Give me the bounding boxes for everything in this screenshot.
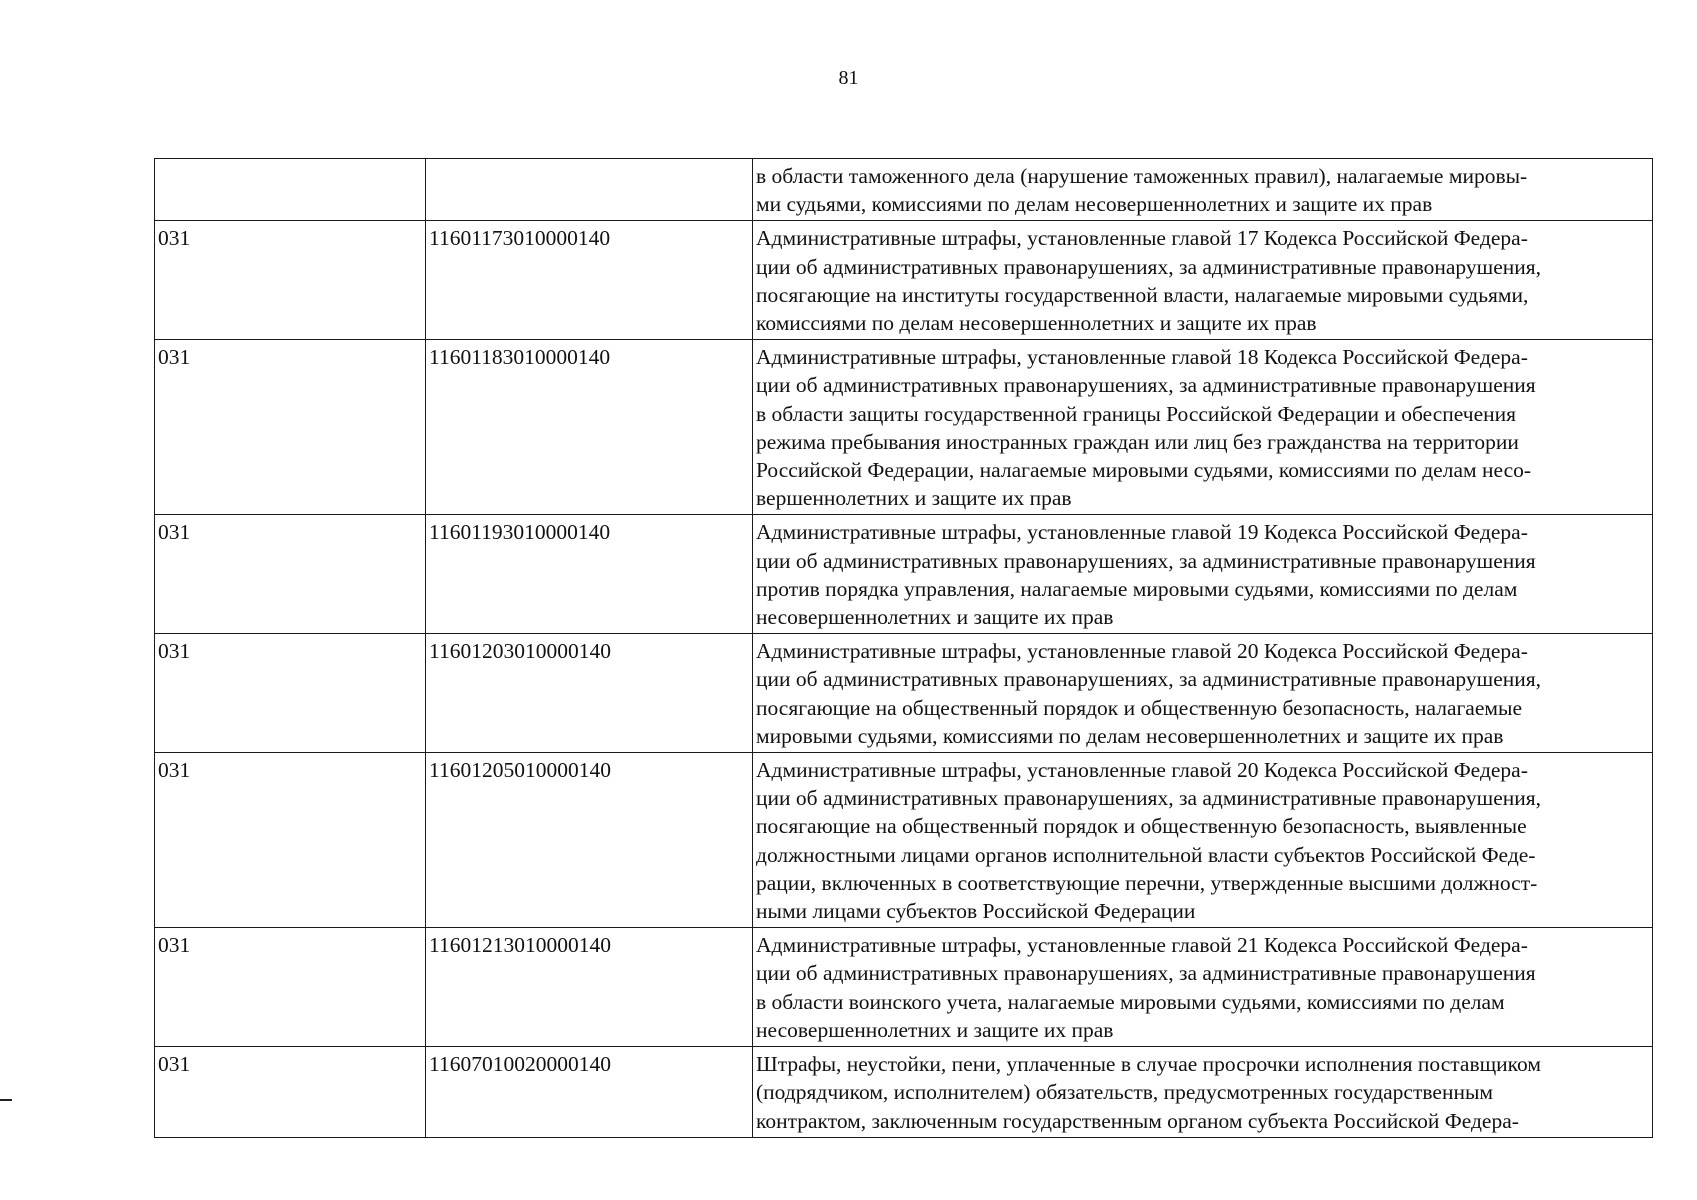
description-line: в области защиты государственной границы Российской Федерации и обеспечения xyxy=(756,401,1517,426)
description-line: мировыми судьями, комиссиями по делам несовершеннолетних и защите их прав xyxy=(756,723,1504,748)
description-line: в области таможенного дела (нарушение таможенных правил), налагаемые мировы- xyxy=(756,164,1528,188)
admin-code-cell xyxy=(155,159,426,221)
table-row xyxy=(155,928,1653,1047)
admin-code-cell: 031 xyxy=(155,515,426,634)
description-line: Административные штрафы, установленные главой 18 Кодекса Российской Федера- xyxy=(756,345,1528,370)
description-line: контрактом, заключенным государственным органом субъекта Российской Федера- xyxy=(756,1108,1519,1133)
kbk-code-cell: 11607010020000140 xyxy=(426,1047,753,1138)
description-line: посягающие на общественный порядок и общественную безопасность, налагаемые xyxy=(756,695,1522,720)
admin-code-cell: 031 xyxy=(155,928,426,1047)
description-line: несовершеннолетних и защите их прав xyxy=(756,1017,1114,1042)
description-line: Российской Федерации, налагаемые мировыми судьями, комиссиями по делам несо- xyxy=(756,458,1532,483)
description-line: ции об административных правонарушениях, за административные правонарушения, xyxy=(756,786,1542,811)
description-line: Штрафы, неустойки, пени, уплаченные в случае просрочки исполнения поставщиком xyxy=(756,1052,1541,1077)
description-line: Административные штрафы, установленные главой 19 Кодекса Российской Федера- xyxy=(756,520,1528,545)
description-cell xyxy=(753,1047,1653,1138)
admin-code-cell: 031 xyxy=(155,1047,426,1138)
table-row xyxy=(155,1047,1653,1138)
table-body xyxy=(155,159,1653,1138)
budget-codes-table xyxy=(154,158,1653,1138)
admin-code-cell: 031 xyxy=(155,634,426,753)
description-line: Административные штрафы, установленные главой 21 Кодекса Российской Федера- xyxy=(756,933,1528,958)
admin-code-cell: 031 xyxy=(155,221,426,340)
description-line: посягающие на институты государственной власти, налагаемые мировыми судьями, xyxy=(756,282,1529,307)
description-cell xyxy=(753,221,1653,340)
table-row xyxy=(155,221,1653,340)
page-number: 81 xyxy=(838,67,859,89)
kbk-code-cell: 11601203010000140 xyxy=(426,634,753,753)
description-cell xyxy=(753,515,1653,634)
kbk-code-cell: 11601205010000140 xyxy=(426,753,753,928)
kbk-code-cell: 11601173010000140 xyxy=(426,221,753,340)
table-row xyxy=(155,159,1653,221)
description-line: против порядка управления, налагаемые мировыми судьями, комиссиями по делам xyxy=(756,576,1518,601)
description-line: ции об административных правонарушениях, за административные правонарушения xyxy=(756,961,1536,986)
margin-mark xyxy=(0,1099,12,1101)
description-line: ми судьями, комиссиями по делам несовершеннолетних и защите их прав xyxy=(756,192,1433,217)
description-line: ции об административных правонарушениях, за административные правонарушения, xyxy=(756,667,1542,692)
description-line: рации, включенных в соответствующие перечни, утвержденные высшими должност- xyxy=(756,870,1538,895)
description-line: ции об административных правонарушениях, за административные правонарушения, xyxy=(756,254,1542,279)
description-cell xyxy=(753,340,1653,515)
description-line: комиссиями по делам несовершеннолетних и защите их прав xyxy=(756,311,1317,336)
table-row xyxy=(155,340,1653,515)
description-cell xyxy=(753,753,1653,928)
description-cell xyxy=(753,928,1653,1047)
description-line: Административные штрафы, установленные главой 20 Кодекса Российской Федера- xyxy=(756,639,1528,664)
table-row xyxy=(155,515,1653,634)
table-row xyxy=(155,753,1653,928)
description-line: Административные штрафы, установленные главой 20 Кодекса Российской Федера- xyxy=(756,758,1528,783)
description-line: посягающие на общественный порядок и общественную безопасность, выявленные xyxy=(756,814,1527,839)
table-row xyxy=(155,634,1653,753)
description-line: вершеннолетних и защите их прав xyxy=(756,486,1072,511)
admin-code-cell: 031 xyxy=(155,753,426,928)
description-line: должностными лицами органов исполнительной власти субъектов Российской Феде- xyxy=(756,842,1536,867)
description-line: ными лицами субъектов Российской Федерации xyxy=(756,899,1196,924)
description-line: режима пребывания иностранных граждан или лиц без гражданства на территории xyxy=(756,429,1519,454)
description-line: Административные штрафы, установленные главой 17 Кодекса Российской Федера- xyxy=(756,226,1528,251)
description-line: ции об административных правонарушениях, за административные правонарушения xyxy=(756,548,1536,573)
kbk-code-cell: 11601213010000140 xyxy=(426,928,753,1047)
kbk-code-cell: 11601193010000140 xyxy=(426,515,753,634)
kbk-code-cell xyxy=(426,159,753,221)
description-cell xyxy=(753,159,1653,221)
admin-code-cell: 031 xyxy=(155,340,426,515)
description-cell xyxy=(753,634,1653,753)
description-line: ции об административных правонарушениях, за административные правонарушения xyxy=(756,373,1536,398)
description-line: несовершеннолетних и защите их прав xyxy=(756,605,1114,630)
kbk-code-cell: 11601183010000140 xyxy=(426,340,753,515)
description-line: (подрядчиком, исполнителем) обязательств, предусмотренных государственным xyxy=(756,1080,1494,1105)
description-line: в области воинского учета, налагаемые мировыми судьями, комиссиями по делам xyxy=(756,989,1505,1014)
